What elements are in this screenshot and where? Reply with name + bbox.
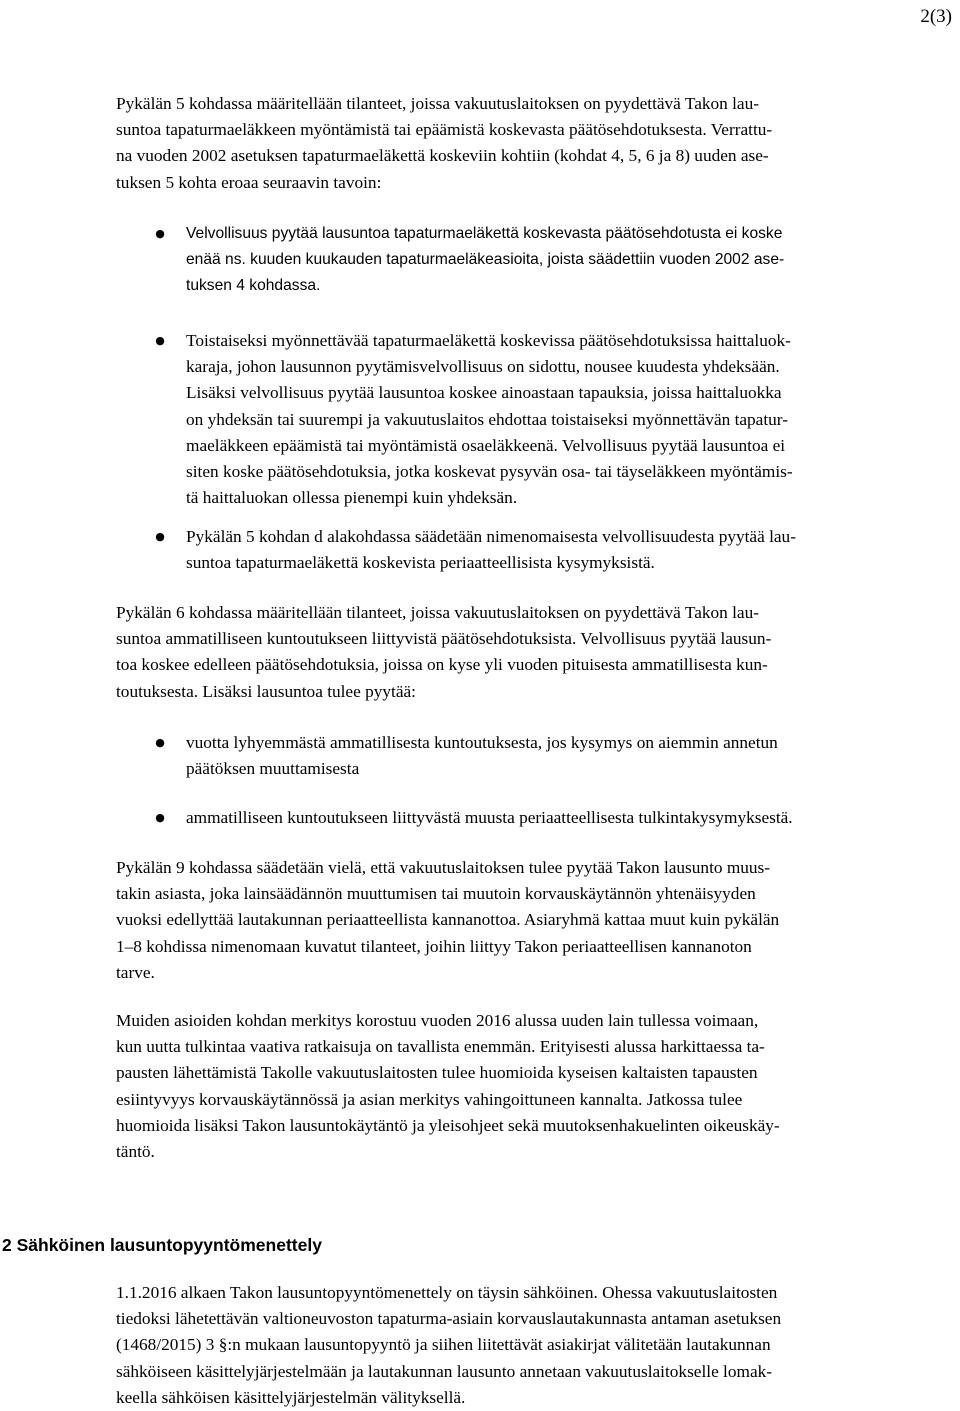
list-item — [116, 221, 954, 300]
page-number: 2(3) — [920, 6, 952, 27]
paragraph-section-9 — [116, 855, 954, 986]
text-line: karaja, johon lausunnon pyytämisvelvollisuus on sidottu, nousee kuudesta yhdeksään. — [186, 357, 780, 377]
section-heading: 2 Sähköinen lausuntopyyntömenettely — [2, 1235, 322, 1255]
list-item — [116, 805, 954, 831]
text-line: Lisäksi velvollisuus pyytää lausuntoa koskee ainoastaan tapauksia, joissa haittaluokka — [186, 383, 782, 403]
text-line: sähköiseen käsittelyjärjestelmään ja lautakunnan lausunto annetaan vakuutuslaitokselle lomak- — [116, 1361, 773, 1381]
text-line: keella sähköisen käsittelyjärjestelmän välityksellä. — [116, 1387, 466, 1407]
text-line: (1468/2015) 3 §:n mukaan lausuntopyyntö ja siihen liitettävät asiakirjat välitetään lautakunnan — [116, 1335, 771, 1355]
text-line: Muiden asioiden kohdan merkitys korostuu vuoden 2016 alussa uuden lain tullessa voimaan, — [116, 1011, 759, 1030]
text-line: kun uutta tulkintaa vaativa ratkaisuja on tavallista enemmän. Erityisesti alussa harkittaessa ta- — [116, 1037, 765, 1057]
paragraph-electronic-procedure — [116, 1280, 954, 1411]
text-line: suntoa tapaturmaeläkkeen myöntämistä tai epäämistä koskevasta päätösehdotuksesta. Verrattu- — [116, 120, 773, 140]
bullet-list-section-5-b — [116, 328, 954, 511]
paragraph-other-matters — [116, 1008, 954, 1165]
bullet-icon: ● — [155, 334, 165, 347]
text-line: tä haittaluokan ollessa pienempi kuin yhdeksän. — [186, 488, 518, 508]
text-line: na vuoden 2002 asetuksen tapaturmaeläkettä koskeviin kohtiin (kohdat 4, 5, 6 ja 8) uuden ase- — [116, 146, 769, 166]
text-line: vuotta lyhyemmästä ammatillisesta kuntoutuksesta, jos kysymys on aiemmin annetun — [186, 733, 778, 752]
text-line: Pykälän 5 kohdan d alakohdassa säädetään nimenomaisesta velvollisuudesta pyytää lau- — [186, 527, 796, 546]
list-item — [116, 730, 954, 782]
text-line: maeläkkeen epäämistä tai myöntämistä osaeläkkeenä. Velvollisuus pyytää lausuntoa ei — [186, 435, 786, 455]
bullet-list-section-6-b — [116, 805, 954, 831]
text-line: päätöksen muuttamisesta — [186, 759, 360, 779]
text-line: Pykälän 6 kohdassa määritellään tilanteet, joissa vakuutuslaitoksen on pyydettävä Takon lau- — [116, 603, 759, 622]
text-line: tuksen 5 kohta eroaa seuraavin tavoin: — [116, 172, 382, 192]
bullet-list-section-5-c — [116, 524, 954, 576]
text-line: toa koskee edelleen päätösehdotuksia, joissa on kyse yli vuoden pituisesta ammatillisesta kun- — [116, 655, 768, 675]
paragraph-section-6 — [116, 600, 954, 705]
text-line: täntö. — [116, 1142, 155, 1162]
bullet-icon: ● — [155, 736, 165, 749]
text-line: tiedoksi lähetettävän valtioneuvoston tapaturma-asiain korvauslautakunnasta antaman asetuksen — [116, 1309, 782, 1329]
text-line: siten koske päätösehdotuksia, jotka koskevat pysyvän osa- tai täyseläkkeen myöntämis- — [186, 462, 793, 482]
bullet-icon: ● — [155, 811, 165, 824]
text-line: tarve. — [116, 962, 155, 982]
text-line: enää ns. kuuden kuukauden tapaturmaeläkeasioita, joista säädettiin vuoden 2002 ase- — [186, 251, 785, 269]
bullet-icon: ● — [155, 530, 165, 543]
text-line: takin asiasta, joka lainsäädännön muuttumisen tai muutoin korvauskäytännön yhtenäisyyden — [116, 884, 756, 904]
text-line: vuoksi edellyttää lautakunnan periaatteellista kannanottoa. Asiaryhmä kattaa muut kuin pykälän — [116, 910, 780, 930]
text-line: 1–8 kohdissa nimenomaan kuvatut tilanteet, joihin liittyy Takon periaatteellisen kannanoton — [116, 936, 752, 956]
text-line: toutuksesta. Lisäksi lausuntoa tulee pyytää: — [116, 681, 416, 701]
text-line: suntoa ammatilliseen kuntoutukseen liittyvistä päätösehdotuksista. Velvollisuus pyytää lausun- — [116, 629, 772, 649]
text-line: pausten lähettämistä Takolle vakuutuslaitosten tulee huomioida kyseisen kaltaisten tapausten — [116, 1063, 758, 1083]
text-line: suntoa tapaturmaeläkettä koskevista periaatteellisista kysymyksistä. — [186, 553, 655, 573]
list-item — [116, 524, 954, 576]
text-line: ammatilliseen kuntoutukseen liittyvästä muusta periaatteellisesta tulkintakysymyksestä. — [186, 808, 793, 827]
text-line: esiintyvyys korvauskäytännössä ja asian merkitys vahingoittuneen kannalta. Jatkossa tulee — [116, 1089, 743, 1109]
text-line: Pykälän 9 kohdassa säädetään vielä, että vakuutuslaitoksen tulee pyytää Takon lausunto muus- — [116, 858, 771, 877]
list-item — [116, 328, 954, 511]
bullet-icon: ● — [155, 227, 165, 240]
text-line: Toistaiseksi myönnettävää tapaturmaeläkettä koskevissa päätösehdotuksissa haittaluok- — [186, 331, 791, 350]
bullet-list-section-5 — [116, 221, 954, 300]
text-line: on yhdeksän tai suurempi ja vakuutuslaitos ehdottaa toistaiseksi myönnettävän tapatur- — [186, 409, 788, 429]
text-line: tuksen 4 kohdassa. — [186, 277, 321, 295]
paragraph-section-5-intro — [116, 91, 954, 196]
text-line: huomioida lisäksi Takon lausuntokäytäntö ja yleisohjeet sekä muutoksenhakuelinten oikeuskäy- — [116, 1115, 780, 1135]
bullet-list-section-6 — [116, 730, 954, 782]
text-line: 1.1.2016 alkaen Takon lausuntopyyntömenettely on täysin sähköinen. Ohessa vakuutuslaitosten — [116, 1283, 778, 1302]
text-line: Velvollisuus pyytää lausuntoa tapaturmaeläkettä koskevasta päätösehdotusta ei koske — [186, 225, 783, 242]
text-line: Pykälän 5 kohdassa määritellään tilanteet, joissa vakuutuslaitoksen on pyydettävä Takon lau- — [116, 94, 759, 113]
